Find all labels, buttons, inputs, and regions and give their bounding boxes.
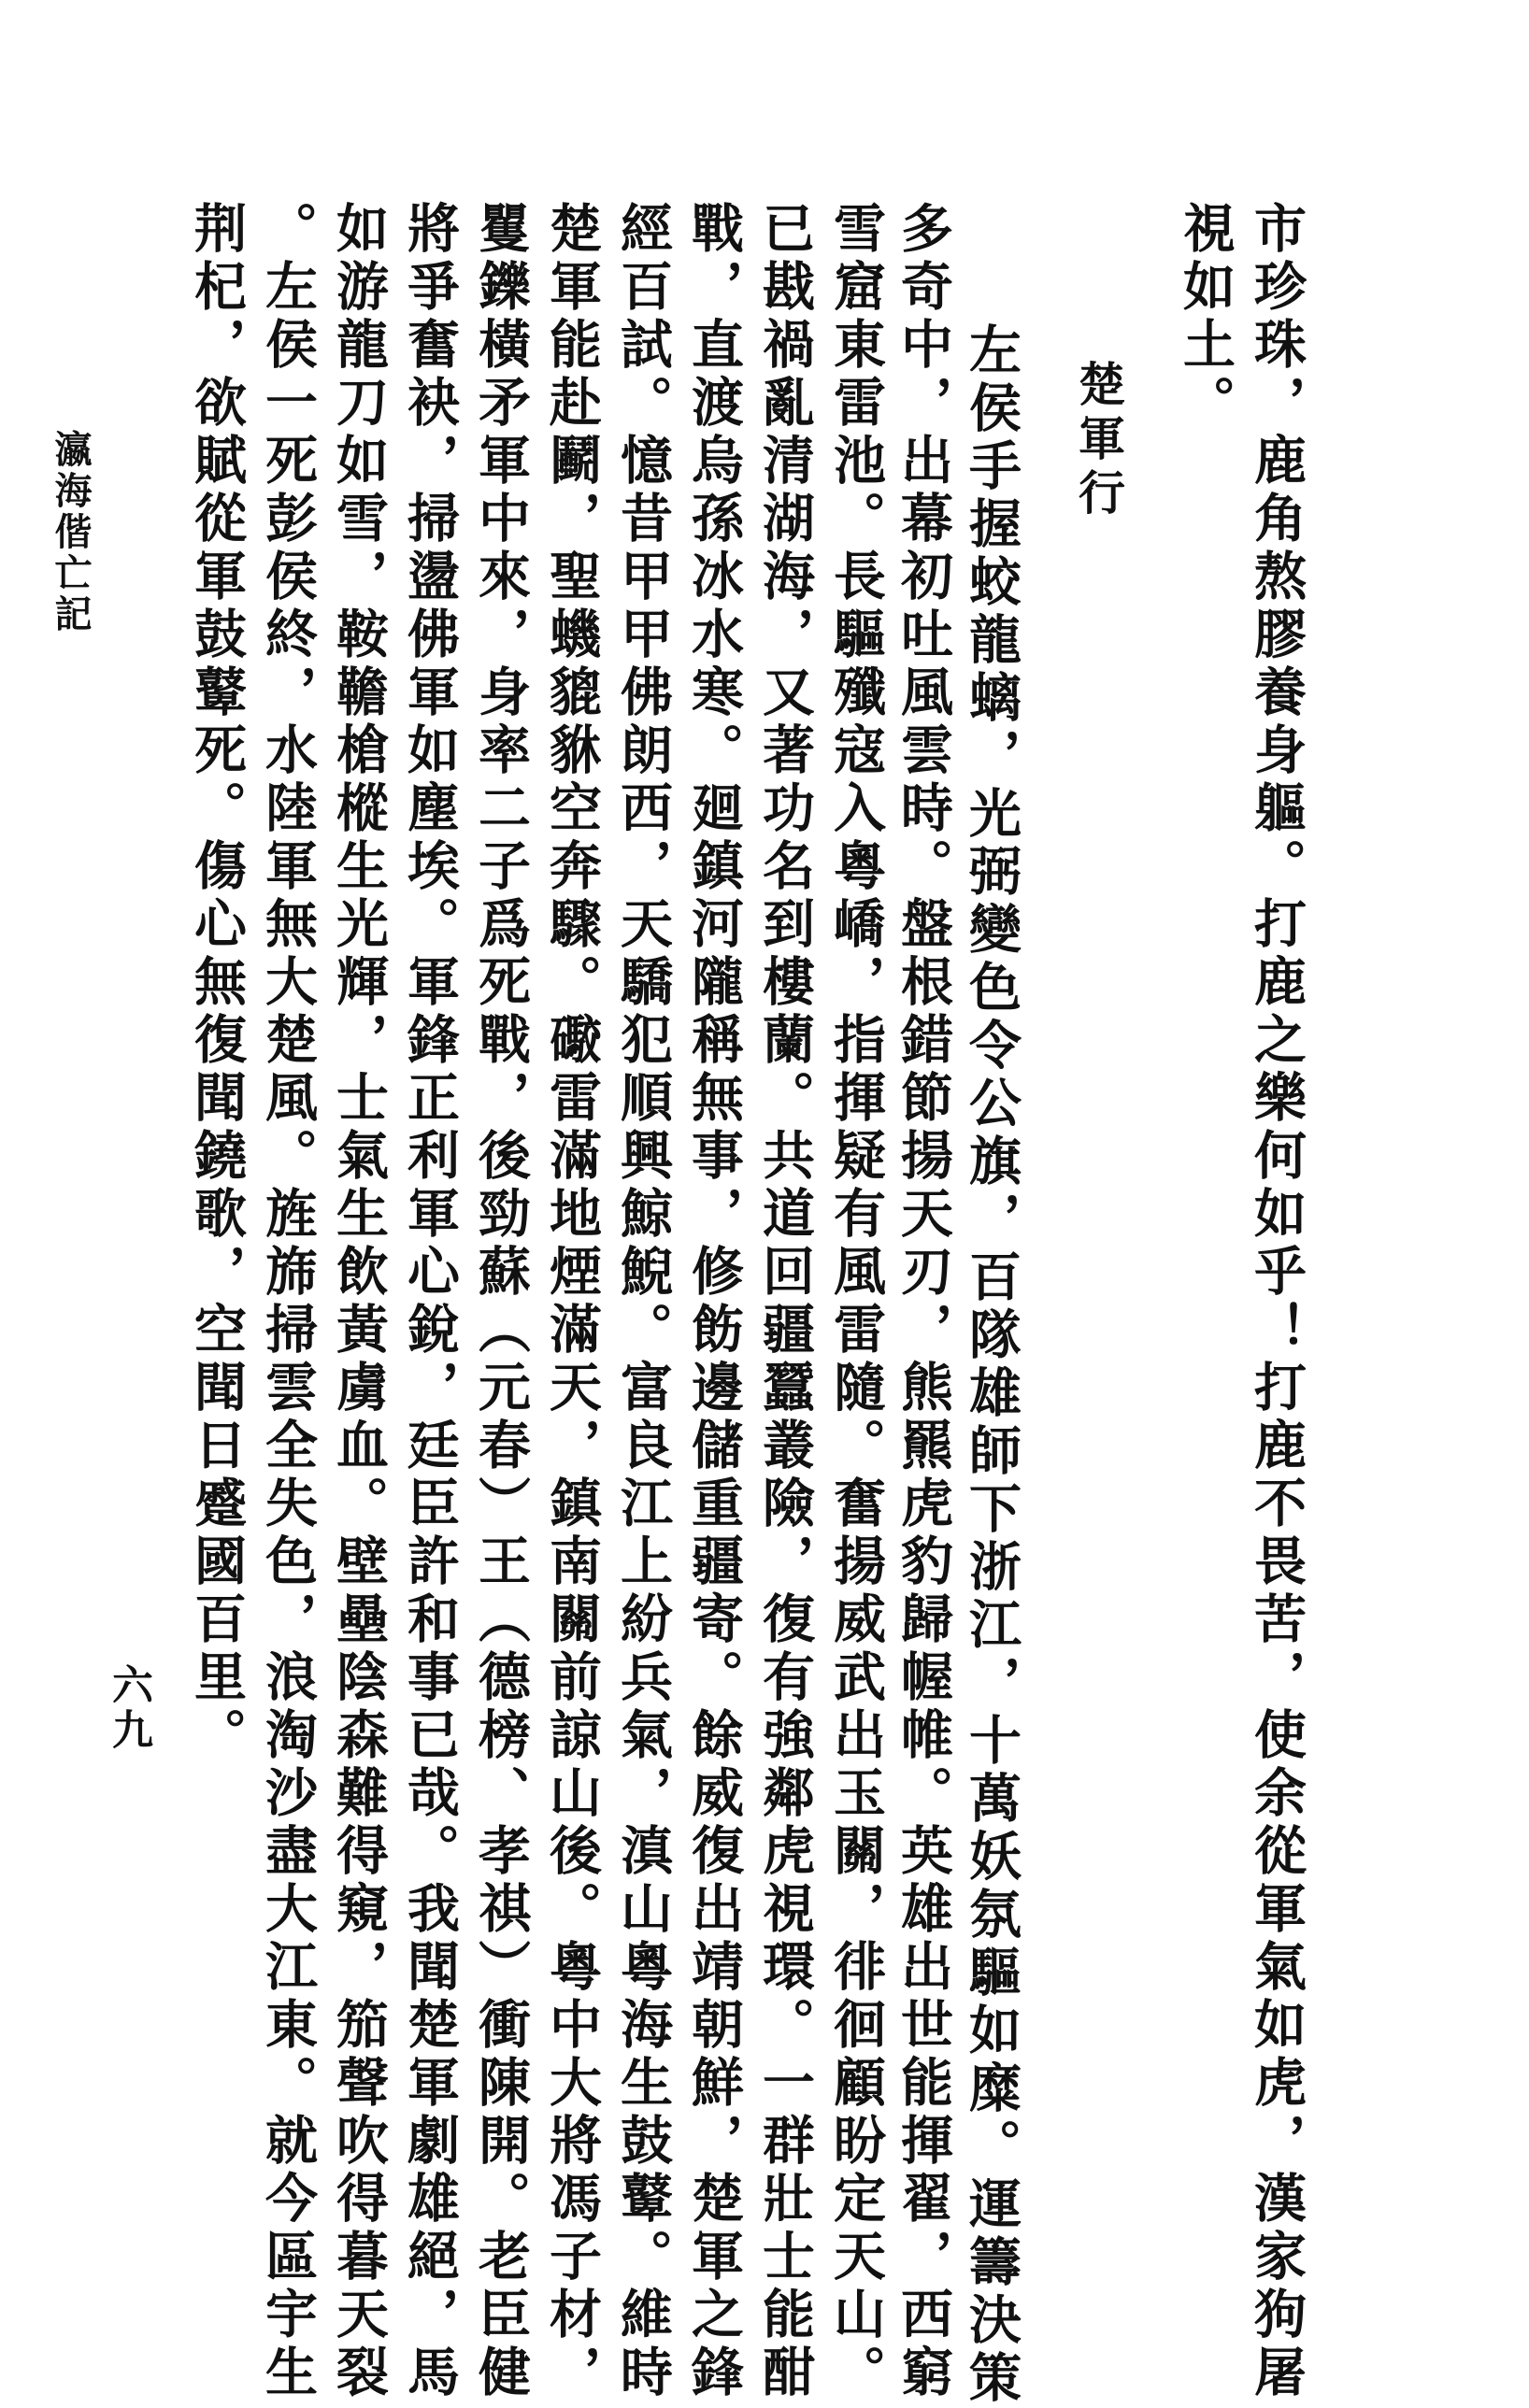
- text-line: 戰，直渡烏孫冰水寒。廻鎮河隴稱無事，修飭邊儲重疆寄。餘威復出靖朝鮮，楚軍之鋒: [683, 201, 745, 2402]
- text-line: 。左侯一死彭侯終，水陸軍無大楚風。旌旆掃雲全失色，浪淘沙盡大江東。就今區宇生: [257, 201, 319, 2402]
- text-line: 左侯手握蛟龍螭，光弼變色令公旗，百隊雄師下浙江，十萬妖氛驅如糜。運籌決策: [961, 322, 1022, 2408]
- text-line: 如游龍刀如雪，鞍韂槍樅生光輝，士氣生飲黃虜血。壁壘陰森難得窺，笳聲吹得暮天裂: [328, 201, 390, 2402]
- text-line: 已戡禍亂清湖海，又著功名到樓蘭。共道回疆蠶叢險，復有強鄰虎視環。一群壯士能酣: [754, 201, 816, 2402]
- page-number: 六九: [105, 1663, 152, 1753]
- text-line: 多奇中，出幕初吐風雲時。盤根錯節揚天刃，熊羆虎豹歸幄帷。英雄出世能揮翟，西窮: [893, 201, 954, 2402]
- text-line: 矍鑠橫矛軍中來，身率二子爲死戰，後勁蘇（元春）王（德榜、孝祺）衝陳開。老臣健: [470, 201, 532, 2402]
- text-line: 視如土。: [1175, 201, 1236, 433]
- text-line: 荆杞，欲賦從軍鼓鼙死。傷心無復聞鐃歌，空聞日蹙國百里。: [186, 201, 248, 1765]
- book-title: 瀛海偕亡記: [49, 430, 93, 635]
- text-line: 市珍珠，鹿角熬膠養身軀。打鹿之樂何如乎！打鹿不畏苦，使余從軍氣如虎，漢家狗屠: [1246, 201, 1308, 2402]
- text-line: 雪窟東雷池。長驅殲寇入粵嶠，指揮疑有風雷隨。奮揚威武出玉關，徘徊顧盼定天山。: [825, 201, 887, 2402]
- text-line: 將爭奮袂，掃盪佛軍如塵埃。軍鋒正利軍心銳，廷臣許和事已哉。我聞楚軍劇雄絕，馬: [399, 201, 461, 2402]
- text-line: 經百試。憶昔甲甲佛朗西，天驕犯順興鯨鯢。富良江上紛兵氣，滇山粵海生鼓鼙。維時: [612, 201, 674, 2402]
- text-line: 楚軍能赴鬬，聖蟣貔貅空奔驟。礮雷滿地煙滿天，鎮南關前諒山後。粵中大將馮子材，: [541, 201, 603, 2402]
- section-title: 楚軍行: [1071, 360, 1126, 522]
